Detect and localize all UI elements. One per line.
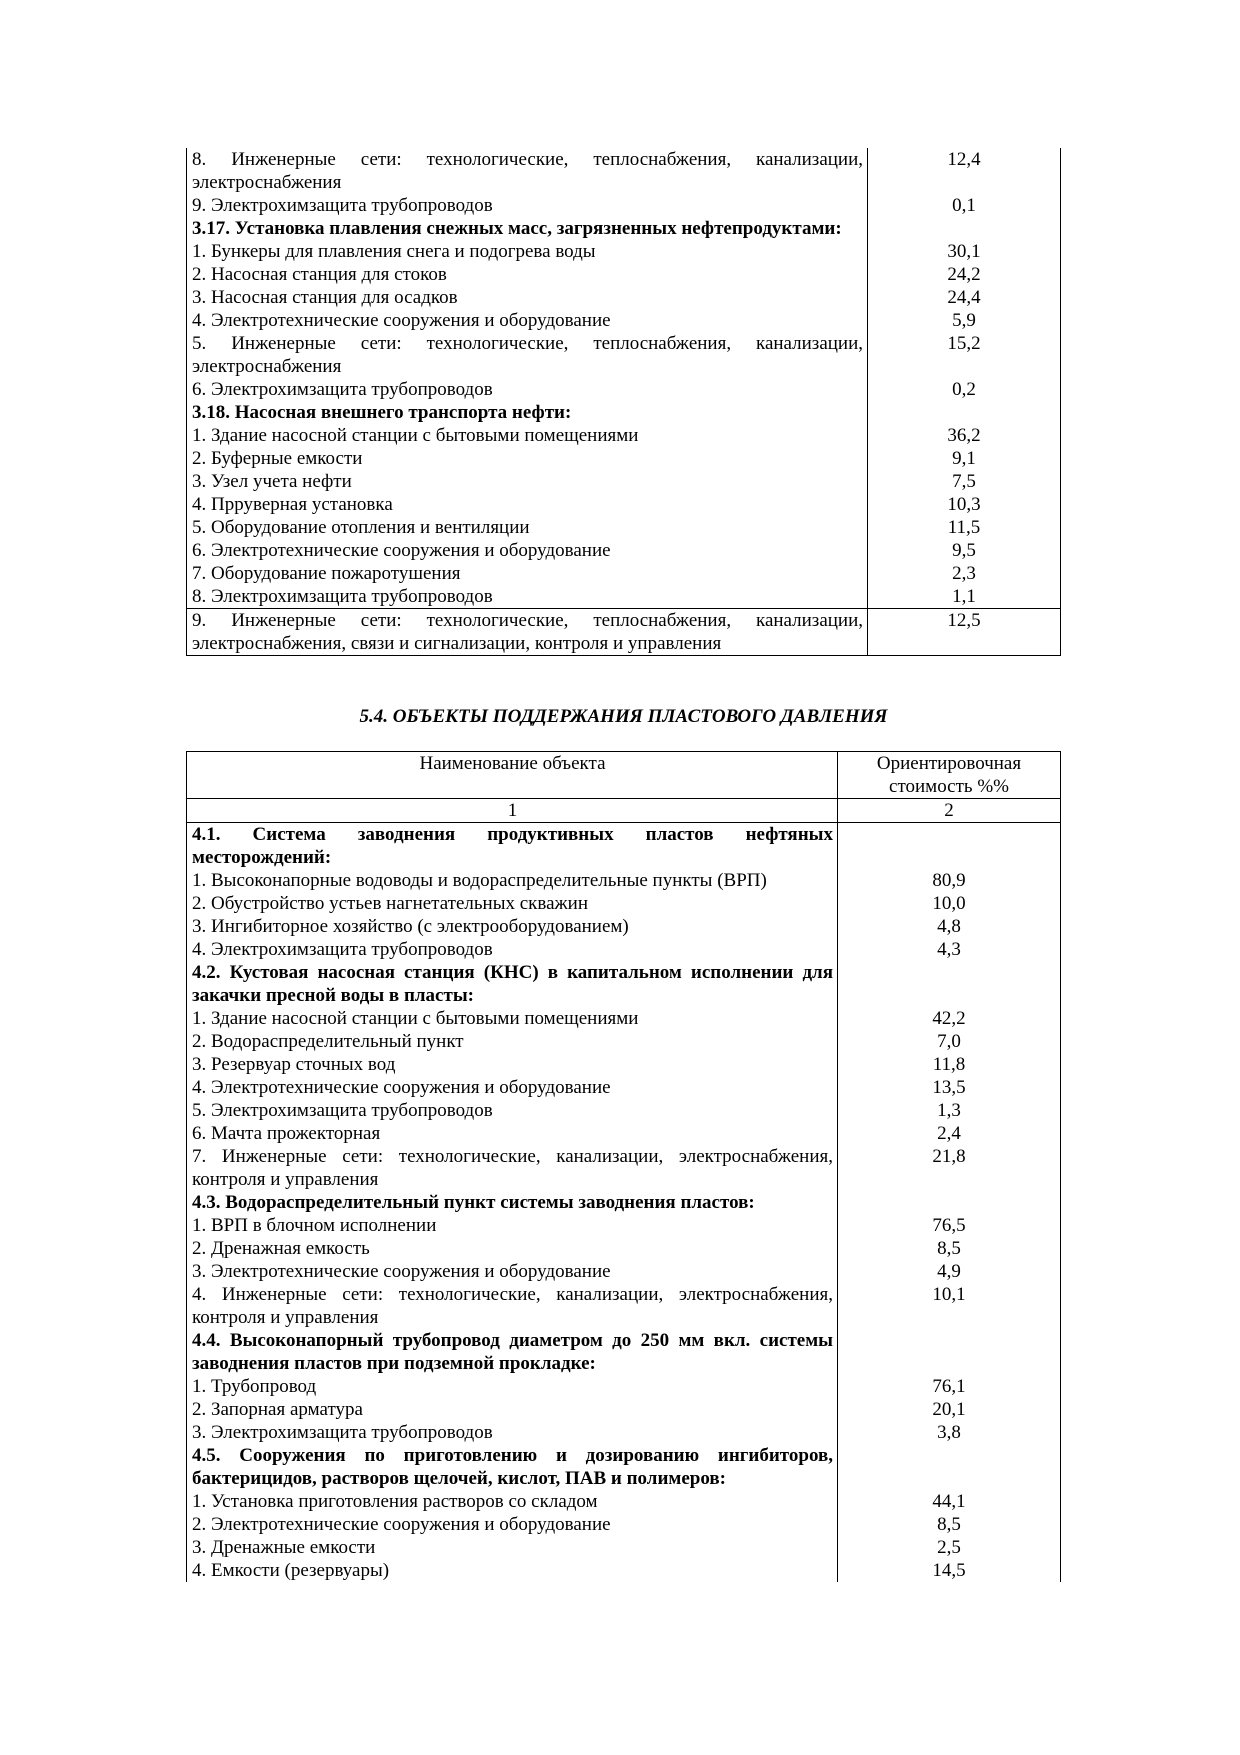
item-cost-percent: 30,1 [867,240,1060,263]
table-row [187,1490,1060,1513]
item-name: 4. Инженерные сети: технологические, канализации, электроснабжения, контроля и управления [192,1284,833,1328]
table-row [187,1260,1060,1283]
item-name: 2. Дренажная емкость [192,1238,370,1259]
item-cost-percent: 3,8 [837,1421,1060,1444]
item-cost-percent: 1,3 [837,1099,1060,1122]
item-name: 3. Узел учета нефти [192,471,352,492]
item-cost-percent: 24,2 [867,263,1060,286]
item-cost-percent: 12,5 [867,609,1060,655]
table-row [187,1099,1060,1122]
item-name: 8. Электрохимзащита трубопроводов [192,586,493,607]
section-heading: 4.5. Сооружения по приготовлению и дозированию ингибиторов, бактерицидов, растворов щелочей, кислот, ПАВ и полимеров: [192,1445,833,1489]
item-name: 5. Электрохимзащита трубопроводов [192,1100,493,1121]
item-cost-percent: 8,5 [837,1237,1060,1260]
item-cost-percent: 9,1 [867,447,1060,470]
table-row [187,1283,1060,1329]
item-name: 3. Электротехнические сооружения и оборудование [192,1261,611,1282]
section-heading-row [187,1444,1060,1490]
item-name: 1. ВРП в блочном исполнении [192,1215,437,1236]
table-row [187,493,1060,516]
item-cost-percent: 13,5 [837,1076,1060,1099]
item-cost-percent: 7,0 [837,1030,1060,1053]
item-name: 3. Резервуар сточных вод [192,1054,396,1075]
section-heading: 4.1. Система заводнения продуктивных пластов нефтяных месторождений: [192,824,833,868]
table-header-row [187,751,1060,798]
item-cost-percent: 76,1 [837,1375,1060,1398]
header-object-name: Наименование объекта [419,753,606,774]
item-name: 4. Емкости (резервуары) [192,1560,390,1581]
item-name: 7. Оборудование пожаротушения [192,563,461,584]
item-cost-percent: 10,0 [837,892,1060,915]
item-name: 2. Насосная станция для стоков [192,264,447,285]
section-heading-row [187,1329,1060,1375]
item-name: 4. Прруверная установка [192,494,393,515]
section-heading: 4.2. Кустовая насосная станция (КНС) в капитальном исполнении для закачки пресной воды в пласты: [192,962,833,1006]
section-heading: 4.3. Водораспределительный пункт системы заводнения пластов: [192,1192,755,1213]
table-row [187,1007,1060,1030]
item-cost-percent: 4,9 [837,1260,1060,1283]
item-cost-percent: 4,3 [837,938,1060,961]
table-row [187,1559,1060,1582]
item-name: 4. Электрохимзащита трубопроводов [192,939,493,960]
section-heading-row [187,961,1060,1007]
section-heading: 3.17. Установка плавления снежных масс, загрязненных нефтепродуктами: [192,218,842,239]
table-row [187,1513,1060,1536]
table-row [187,1030,1060,1053]
item-name: 9. Инженерные сети: технологические, теплоснабжения, канализации, электроснабжения, связи и сигнализации, контроля и управления [192,610,863,654]
table-row [187,1398,1060,1421]
table-row [187,263,1060,286]
table-row [187,424,1060,447]
item-cost-percent: 80,9 [837,869,1060,892]
item-name: 1. Здание насосной станции с бытовыми помещениями [192,425,639,446]
item-cost-percent: 1,1 [867,585,1060,608]
table-row [187,1076,1060,1099]
table-row [187,516,1060,539]
item-name: 4. Электротехнические сооружения и оборудование [192,310,611,331]
item-cost-percent: 8,5 [837,1513,1060,1536]
item-name: 3. Дренажные емкости [192,1537,376,1558]
table-row [187,378,1060,401]
item-name: 1. Установка приготовления растворов со складом [192,1491,598,1512]
table-row [187,309,1060,332]
item-cost-percent: 0,1 [867,194,1060,217]
section-heading: 3.18. Насосная внешнего транспорта нефти: [192,402,572,423]
table-row [187,1237,1060,1260]
item-cost-percent [867,217,1060,240]
cost-table-reservoir-pressure [186,751,1061,1582]
item-cost-percent: 24,4 [867,286,1060,309]
table-row [187,1214,1060,1237]
item-name: 1. Бункеры для плавления снега и подогрева воды [192,241,596,262]
item-name: 1. Трубопровод [192,1376,317,1397]
table-row [187,286,1060,309]
item-cost-percent: 4,8 [837,915,1060,938]
item-cost-percent: 10,3 [867,493,1060,516]
item-cost-percent [837,1329,1060,1375]
item-cost-percent: 2,3 [867,562,1060,585]
item-cost-percent [837,823,1060,869]
item-cost-percent: 42,2 [837,1007,1060,1030]
item-cost-percent: 20,1 [837,1398,1060,1421]
item-name: 6. Электротехнические сооружения и оборудование [192,540,611,561]
item-name: 6. Мачта прожекторная [192,1123,381,1144]
item-name: 2. Водораспределительный пункт [192,1031,464,1052]
item-name: 1. Здание насосной станции с бытовыми помещениями [192,1008,639,1029]
item-cost-percent: 76,5 [837,1214,1060,1237]
section-heading-row [187,401,1060,424]
item-name: 3. Ингибиторное хозяйство (с электрооборудованием) [192,916,629,937]
item-cost-percent: 5,9 [867,309,1060,332]
table-body [187,823,1060,1582]
item-name: 3. Электрохимзащита трубопроводов [192,1422,493,1443]
section-heading-row [187,823,1060,869]
item-name: 9. Электрохимзащита трубопроводов [192,195,493,216]
item-cost-percent: 9,5 [867,539,1060,562]
item-cost-percent: 21,8 [837,1145,1060,1191]
table-row [187,608,1060,655]
item-cost-percent: 7,5 [867,470,1060,493]
section-heading-row [187,1191,1060,1214]
table-row [187,1375,1060,1398]
item-name: 5. Оборудование отопления и вентиляции [192,517,530,538]
table-row [187,1536,1060,1559]
table-row [187,194,1060,217]
item-cost-percent: 2,4 [837,1122,1060,1145]
item-name: 2. Буферные емкости [192,448,363,469]
item-cost-percent: 14,5 [837,1559,1060,1582]
item-cost-percent: 11,5 [867,516,1060,539]
item-cost-percent: 36,2 [867,424,1060,447]
item-name: 3. Насосная станция для осадков [192,287,458,308]
header-estimated-cost: Ориентировочная стоимость %% [837,752,1060,798]
table-row [187,1122,1060,1145]
item-cost-percent [867,401,1060,424]
table-row [187,938,1060,961]
column-number-row [187,798,1060,823]
item-name: 6. Электрохимзащита трубопроводов [192,379,493,400]
item-name: 1. Высоконапорные водоводы и водораспределительные пункты (ВРП) [192,870,767,891]
table-row [187,562,1060,585]
item-cost-percent: 12,4 [867,148,1060,194]
table-row [187,869,1060,892]
table-row [187,1145,1060,1191]
item-cost-percent: 44,1 [837,1490,1060,1513]
column-number-2: 2 [837,799,1060,822]
section-heading-row [187,217,1060,240]
table-row [187,332,1060,378]
item-name: 2. Запорная арматура [192,1399,363,1420]
item-cost-percent [837,961,1060,1007]
item-name: 7. Инженерные сети: технологические, канализации, электроснабжения, контроля и управления [192,1146,833,1190]
table-row [187,1053,1060,1076]
item-cost-percent [837,1191,1060,1214]
table-row [187,892,1060,915]
item-name: 8. Инженерные сети: технологические, теплоснабжения, канализации, электроснабжения [192,149,863,193]
item-cost-percent: 10,1 [837,1283,1060,1329]
item-cost-percent: 2,5 [837,1536,1060,1559]
item-name: 5. Инженерные сети: технологические, теплоснабжения, канализации, электроснабжения [192,333,863,377]
table-row [187,148,1060,194]
item-cost-percent: 11,8 [837,1053,1060,1076]
table-row [187,585,1060,608]
section-title: 5.4. ОБЪЕКТЫ ПОДДЕРЖАНИЯ ПЛАСТОВОГО ДАВЛЕНИЯ [359,706,888,727]
table-row [187,447,1060,470]
item-cost-percent: 0,2 [867,378,1060,401]
table-row [187,240,1060,263]
item-name: 2. Обустройство устьев нагнетательных скважин [192,893,589,914]
cost-table-continuation [186,148,1061,656]
table-row [187,915,1060,938]
section-heading: 4.4. Высоконапорный трубопровод диаметром до 250 мм вкл. системы заводнения пластов при подземной прокладке: [192,1330,833,1374]
table-row [187,470,1060,493]
table-row [187,539,1060,562]
item-cost-percent [837,1444,1060,1490]
column-number-1: 1 [507,800,518,821]
item-name: 2. Электротехнические сооружения и оборудование [192,1514,611,1535]
table-row [187,1421,1060,1444]
item-name: 4. Электротехнические сооружения и оборудование [192,1077,611,1098]
item-cost-percent: 15,2 [867,332,1060,378]
